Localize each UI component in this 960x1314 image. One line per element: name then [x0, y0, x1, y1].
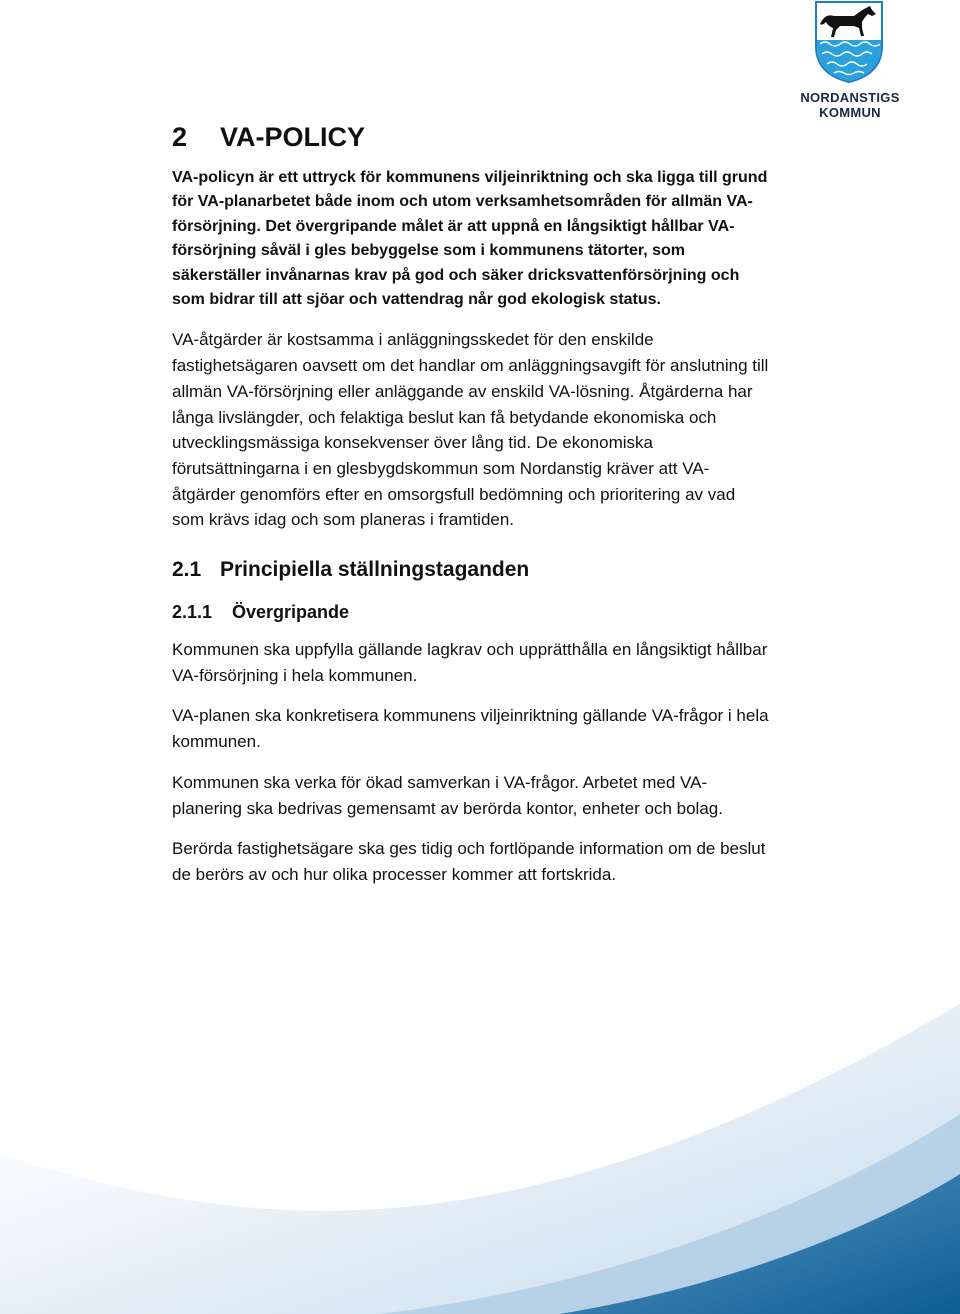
body-paragraph: VA-åtgärder är kostsamma i anläggningsskedet för den enskilde fastighetsägaren oavsett om det handlar om anläggningsavgift för anslutning till allmän VA-försörjning eller anläggande av enskild VA-lösning. Åtgärderna har långa livslängder, och felaktiga beslut kan få betydande ekonomiska och utvecklingsmässiga konsekvenser över lång tid. De ekonomiska förutsättningarna i en glesbygdskommun som Nordanstig kräver att VA-åtgärder genomförs efter en omsorgsfull bedömning och prioritering av vad som krävs idag och som planeras i framtiden. [172, 330, 769, 530]
lead-paragraph: VA-policyn är ett uttryck för kommunens viljeinriktning och ska ligga till grund för VA-planarbetet både inom och utom verksamhetsområden för allmän VA-försörjning. Det övergripande målet är att uppnå en långsiktigt hållbar VA-försörjning såväl i gles bebyggelse som i kommunens tätorter, som säkerställer invånarnas krav på god och säker dricksvattenförsörjning och som bidrar till att sjöar och vattendrag når god ekologisk status. [172, 169, 768, 309]
logo-line-2: KOMMUN [819, 105, 881, 120]
decorative-wave-footer [0, 984, 960, 1314]
subsubsection-title: Övergripande [232, 602, 350, 623]
subsubsection-number: 2.1.1 [172, 602, 213, 623]
horse-crest-icon [814, 0, 884, 84]
section-heading [172, 118, 772, 156]
document-body [172, 118, 772, 888]
subsection-title: Principiella ställningstaganden [220, 558, 530, 582]
subsection-heading [172, 555, 772, 585]
policy-paragraph: Berörda fastighetsägare ska ges tidig och fortlöpande information om de beslut de berörs av och hur olika processer kommer att fortskrida. [172, 839, 766, 884]
section-title: VA-POLICY [220, 122, 366, 152]
nordanstig-logo [788, 0, 912, 124]
logo-line-1: NORDANSTIGS [800, 90, 900, 105]
section-number: 2 [172, 122, 188, 152]
subsection-number: 2.1 [172, 558, 202, 582]
logo-wordmark [794, 90, 906, 120]
policy-paragraph: VA-planen ska konkretisera kommunens viljeinriktning gällande VA-frågor i hela kommunen. [172, 706, 769, 752]
policy-paragraph: Kommunen ska verka för ökad samverkan i VA-frågor. Arbetet med VA-planering ska bedrivas gemensamt av berörda kontor, enheter och bolag. [172, 772, 723, 818]
policy-paragraph: Kommunen ska uppfylla gällande lagkrav och upprätthålla en långsiktigt hållbar VA-försörjning i hela kommunen. [172, 640, 768, 685]
subsubsection-heading [172, 599, 772, 625]
